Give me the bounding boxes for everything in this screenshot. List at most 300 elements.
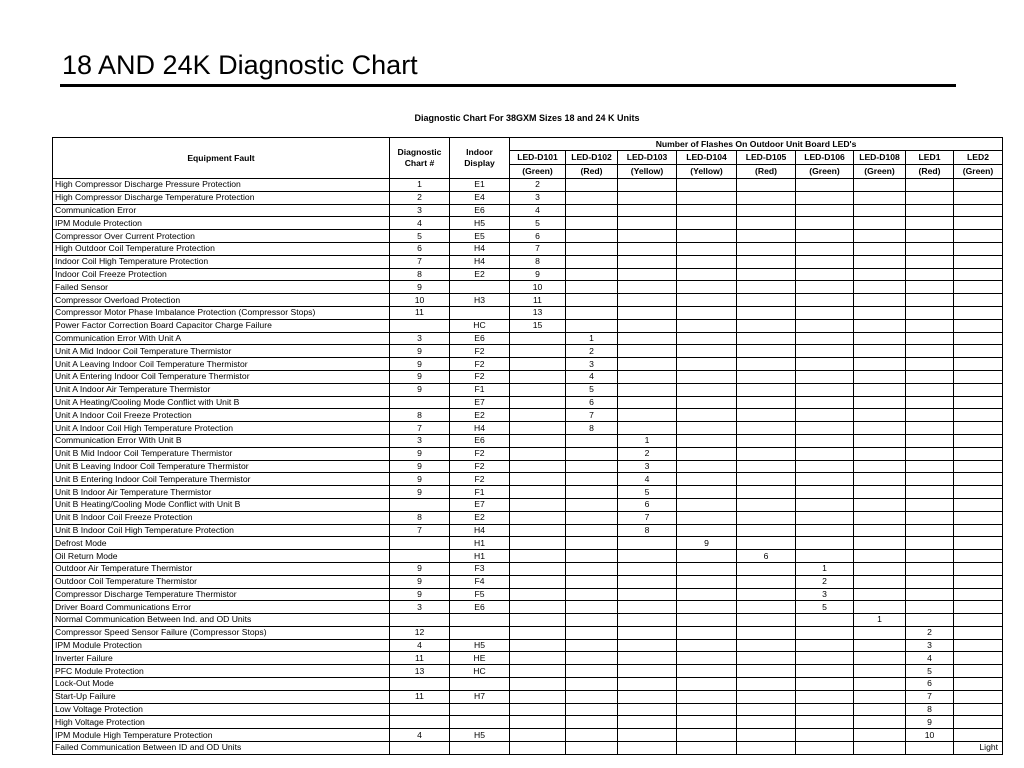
fault-cell: Failed Sensor <box>53 281 390 294</box>
led-flash-cell <box>737 486 796 499</box>
led-flash-cell: 8 <box>618 524 677 537</box>
led-flash-cell <box>854 498 906 511</box>
header-led-color: (Red) <box>566 165 618 179</box>
led-flash-cell <box>906 204 954 217</box>
led-flash-cell <box>906 383 954 396</box>
led-flash-cell <box>796 230 854 243</box>
led-flash-cell <box>796 537 854 550</box>
led-flash-cell <box>510 473 566 486</box>
led-flash-cell: 3 <box>796 588 854 601</box>
led-flash-cell <box>510 588 566 601</box>
indoor-display-cell: E1 <box>450 179 510 192</box>
diagnostic-chart-cell: 11 <box>390 652 450 665</box>
led-flash-cell <box>854 703 906 716</box>
header-led-color: (Green) <box>854 165 906 179</box>
led-flash-cell <box>618 294 677 307</box>
diagnostic-chart-cell: 11 <box>390 306 450 319</box>
led-flash-cell <box>737 242 796 255</box>
led-flash-cell <box>854 191 906 204</box>
led-flash-cell <box>954 434 1003 447</box>
led-flash-cell <box>566 281 618 294</box>
led-flash-cell <box>737 460 796 473</box>
led-flash-cell <box>510 626 566 639</box>
led-flash-cell <box>906 588 954 601</box>
led-flash-cell <box>796 255 854 268</box>
led-flash-cell: 3 <box>510 191 566 204</box>
fault-cell: Unit A Leaving Indoor Coil Temperature Thermistor <box>53 358 390 371</box>
diagnostic-chart-cell: 9 <box>390 370 450 383</box>
led-flash-cell <box>618 562 677 575</box>
led-flash-cell: 7 <box>566 409 618 422</box>
led-flash-cell <box>677 383 737 396</box>
led-flash-cell <box>737 524 796 537</box>
table-row <box>53 268 1003 281</box>
table-row <box>53 498 1003 511</box>
led-flash-cell: 2 <box>796 575 854 588</box>
indoor-display-cell: E6 <box>450 204 510 217</box>
led-flash-cell <box>854 729 906 742</box>
led-flash-cell <box>906 268 954 281</box>
led-flash-cell <box>566 562 618 575</box>
led-flash-cell <box>954 550 1003 563</box>
indoor-display-cell: HC <box>450 665 510 678</box>
indoor-display-cell: E7 <box>450 396 510 409</box>
led-flash-cell <box>677 652 737 665</box>
diagnostic-chart-cell: 3 <box>390 601 450 614</box>
led-flash-cell <box>954 678 1003 691</box>
led-flash-cell: 5 <box>906 665 954 678</box>
led-flash-cell <box>566 601 618 614</box>
led-flash-cell <box>677 396 737 409</box>
led-flash-cell: 1 <box>796 562 854 575</box>
fault-cell: Unit B Indoor Coil High Temperature Protection <box>53 524 390 537</box>
diagnostic-chart-cell: 9 <box>390 562 450 575</box>
led-flash-cell <box>618 639 677 652</box>
led-flash-cell <box>954 179 1003 192</box>
led-flash-cell <box>677 550 737 563</box>
led-flash-cell: 4 <box>618 473 677 486</box>
led-flash-cell <box>737 511 796 524</box>
led-flash-cell <box>566 204 618 217</box>
led-flash-cell <box>854 626 906 639</box>
led-flash-cell <box>618 703 677 716</box>
led-flash-cell <box>854 434 906 447</box>
fault-cell: IPM Module Protection <box>53 217 390 230</box>
header-led-name: LED-D101 <box>510 151 566 165</box>
header-led-name: LED1 <box>906 151 954 165</box>
diagnostic-chart-cell: 9 <box>390 473 450 486</box>
led-flash-cell <box>854 524 906 537</box>
led-flash-cell <box>796 703 854 716</box>
led-flash-cell <box>906 447 954 460</box>
led-flash-cell <box>677 255 737 268</box>
table-row <box>53 281 1003 294</box>
led-flash-cell <box>510 524 566 537</box>
led-flash-cell: 1 <box>854 614 906 627</box>
table-row <box>53 345 1003 358</box>
header-led-name: LED2 <box>954 151 1003 165</box>
led-flash-cell <box>737 396 796 409</box>
indoor-display-cell: H1 <box>450 537 510 550</box>
header-led-name: LED-D108 <box>854 151 906 165</box>
diagnostic-chart-cell: 3 <box>390 332 450 345</box>
led-flash-cell <box>618 306 677 319</box>
led-flash-cell <box>737 614 796 627</box>
led-flash-cell <box>906 537 954 550</box>
led-flash-cell: 8 <box>906 703 954 716</box>
indoor-display-cell: E4 <box>450 191 510 204</box>
indoor-display-cell <box>450 306 510 319</box>
led-flash-cell <box>796 191 854 204</box>
led-flash-cell <box>566 242 618 255</box>
led-flash-cell <box>906 294 954 307</box>
led-flash-cell <box>906 422 954 435</box>
led-flash-cell <box>510 498 566 511</box>
led-flash-cell <box>854 268 906 281</box>
led-flash-cell <box>906 601 954 614</box>
led-flash-cell <box>618 652 677 665</box>
fault-cell: Lock-Out Mode <box>53 678 390 691</box>
header-led-color: (Yellow) <box>618 165 677 179</box>
diagnostic-chart-cell: 6 <box>390 242 450 255</box>
led-flash-cell: 4 <box>510 204 566 217</box>
table-row <box>53 626 1003 639</box>
diagnostic-chart-cell: 9 <box>390 447 450 460</box>
led-flash-cell <box>954 294 1003 307</box>
led-flash-cell <box>677 319 737 332</box>
fault-cell: Unit B Indoor Air Temperature Thermistor <box>53 486 390 499</box>
led-flash-cell <box>854 486 906 499</box>
led-flash-cell <box>854 230 906 243</box>
led-flash-cell <box>677 511 737 524</box>
led-flash-cell <box>618 575 677 588</box>
led-flash-cell <box>677 242 737 255</box>
led-flash-cell <box>954 665 1003 678</box>
led-flash-cell: 5 <box>796 601 854 614</box>
header-diagnostic-line2: Chart # <box>404 158 435 168</box>
led-flash-cell <box>618 409 677 422</box>
header-led-name: LED-D103 <box>618 151 677 165</box>
led-flash-cell <box>737 562 796 575</box>
led-flash-cell <box>954 690 1003 703</box>
indoor-display-cell: HC <box>450 319 510 332</box>
led-flash-cell <box>510 434 566 447</box>
led-flash-cell <box>618 268 677 281</box>
fault-cell: High Compressor Discharge Temperature Protection <box>53 191 390 204</box>
led-flash-cell <box>796 409 854 422</box>
led-flash-cell <box>510 742 566 755</box>
led-flash-cell <box>510 460 566 473</box>
fault-cell: Communication Error <box>53 204 390 217</box>
led-flash-cell <box>566 537 618 550</box>
diagnostic-chart-cell <box>390 716 450 729</box>
diagnostic-chart-cell: 2 <box>390 191 450 204</box>
fault-cell: Compressor Over Current Protection <box>53 230 390 243</box>
table-row <box>53 562 1003 575</box>
header-diagnostic-chart <box>390 138 450 179</box>
led-flash-cell <box>737 703 796 716</box>
led-flash-cell <box>618 742 677 755</box>
fault-cell: Unit B Heating/Cooling Mode Conflict with Unit B <box>53 498 390 511</box>
indoor-display-cell: H5 <box>450 729 510 742</box>
led-flash-cell <box>796 358 854 371</box>
table-row <box>53 665 1003 678</box>
led-flash-cell <box>618 242 677 255</box>
led-flash-cell <box>796 652 854 665</box>
led-flash-cell: 1 <box>618 434 677 447</box>
led-flash-cell <box>618 281 677 294</box>
led-flash-cell <box>906 562 954 575</box>
diagnostic-chart-cell: 11 <box>390 690 450 703</box>
led-flash-cell <box>618 601 677 614</box>
led-flash-cell <box>737 319 796 332</box>
led-flash-cell <box>677 345 737 358</box>
fault-cell: Unit B Leaving Indoor Coil Temperature Thermistor <box>53 460 390 473</box>
led-flash-cell <box>954 537 1003 550</box>
led-flash-cell <box>796 345 854 358</box>
indoor-display-cell: E2 <box>450 268 510 281</box>
table-row <box>53 716 1003 729</box>
led-flash-cell <box>677 601 737 614</box>
led-flash-cell <box>618 550 677 563</box>
indoor-display-cell: E5 <box>450 230 510 243</box>
led-flash-cell <box>510 396 566 409</box>
table-row <box>53 204 1003 217</box>
led-flash-cell <box>906 370 954 383</box>
table-row <box>53 742 1003 755</box>
header-led-color: (Yellow) <box>677 165 737 179</box>
led-flash-cell <box>954 639 1003 652</box>
led-flash-cell <box>854 409 906 422</box>
led-flash-cell <box>677 460 737 473</box>
led-flash-cell <box>737 383 796 396</box>
led-flash-cell <box>854 678 906 691</box>
led-flash-cell <box>854 601 906 614</box>
led-flash-cell: 4 <box>566 370 618 383</box>
led-flash-cell <box>510 703 566 716</box>
fault-cell: Unit A Heating/Cooling Mode Conflict with Unit B <box>53 396 390 409</box>
indoor-display-cell: F3 <box>450 562 510 575</box>
led-flash-cell <box>566 179 618 192</box>
led-flash-cell: 2 <box>906 626 954 639</box>
table-row <box>53 319 1003 332</box>
table-row <box>53 678 1003 691</box>
led-flash-cell <box>796 690 854 703</box>
led-flash-cell: 10 <box>510 281 566 294</box>
led-flash-cell <box>677 665 737 678</box>
header-indoor-display <box>450 138 510 179</box>
fault-cell: Communication Error With Unit B <box>53 434 390 447</box>
diagnostic-chart-cell: 10 <box>390 294 450 307</box>
led-flash-cell <box>954 191 1003 204</box>
led-flash-cell <box>954 729 1003 742</box>
led-flash-cell <box>618 217 677 230</box>
led-flash-cell: 3 <box>618 460 677 473</box>
indoor-display-cell <box>450 626 510 639</box>
led-flash-cell: 6 <box>737 550 796 563</box>
led-flash-cell <box>677 486 737 499</box>
led-flash-cell: 6 <box>906 678 954 691</box>
led-flash-cell <box>796 498 854 511</box>
diagnostic-chart-cell: 9 <box>390 358 450 371</box>
led-flash-cell <box>737 742 796 755</box>
table-row <box>53 358 1003 371</box>
indoor-display-cell: F1 <box>450 383 510 396</box>
led-flash-cell <box>854 575 906 588</box>
led-flash-cell <box>796 626 854 639</box>
title-underline <box>60 84 956 87</box>
led-flash-cell <box>510 678 566 691</box>
led-flash-cell <box>618 319 677 332</box>
led-flash-cell <box>566 434 618 447</box>
fault-cell: Unit A Indoor Coil High Temperature Protection <box>53 422 390 435</box>
table-row <box>53 396 1003 409</box>
indoor-display-cell: H5 <box>450 639 510 652</box>
indoor-display-cell: H4 <box>450 242 510 255</box>
led-flash-cell <box>510 537 566 550</box>
led-flash-cell <box>954 396 1003 409</box>
led-flash-cell <box>566 486 618 499</box>
header-indoor-line2: Display <box>464 158 495 168</box>
led-flash-cell <box>510 383 566 396</box>
led-flash-cell <box>737 345 796 358</box>
led-flash-cell <box>796 396 854 409</box>
led-flash-cell: 2 <box>566 345 618 358</box>
led-flash-cell <box>618 358 677 371</box>
led-flash-cell <box>677 639 737 652</box>
led-flash-cell <box>906 345 954 358</box>
led-flash-cell <box>796 524 854 537</box>
led-flash-cell <box>618 690 677 703</box>
table-row <box>53 537 1003 550</box>
led-flash-cell <box>906 179 954 192</box>
led-flash-cell <box>737 665 796 678</box>
led-flash-cell <box>737 434 796 447</box>
led-flash-cell <box>854 179 906 192</box>
led-flash-cell <box>566 678 618 691</box>
led-flash-cell <box>796 281 854 294</box>
fault-cell: Communication Error With Unit A <box>53 332 390 345</box>
led-flash-cell <box>906 498 954 511</box>
led-flash-cell <box>510 716 566 729</box>
led-flash-cell: 7 <box>618 511 677 524</box>
led-flash-cell <box>737 191 796 204</box>
led-flash-cell: 5 <box>510 217 566 230</box>
diagnostic-chart-cell <box>390 319 450 332</box>
led-flash-cell <box>906 358 954 371</box>
led-flash-cell <box>618 332 677 345</box>
led-flash-cell <box>796 473 854 486</box>
led-flash-cell <box>618 626 677 639</box>
fault-cell: Indoor Coil Freeze Protection <box>53 268 390 281</box>
indoor-display-cell <box>450 742 510 755</box>
led-flash-cell <box>618 614 677 627</box>
led-flash-cell <box>906 217 954 230</box>
led-flash-cell <box>796 460 854 473</box>
header-flashes-group: Number of Flashes On Outdoor Unit Board LED's <box>510 138 1003 151</box>
led-flash-cell <box>566 319 618 332</box>
led-flash-cell <box>566 268 618 281</box>
led-flash-cell <box>677 268 737 281</box>
led-flash-cell <box>618 204 677 217</box>
led-flash-cell <box>854 511 906 524</box>
led-flash-cell <box>510 652 566 665</box>
table-row <box>53 294 1003 307</box>
table-row <box>53 690 1003 703</box>
led-flash-cell <box>677 716 737 729</box>
led-flash-cell <box>510 550 566 563</box>
led-flash-cell <box>854 358 906 371</box>
table-row <box>53 473 1003 486</box>
diagnostic-chart-cell: 4 <box>390 639 450 652</box>
led-flash-cell <box>566 255 618 268</box>
led-flash-cell <box>954 383 1003 396</box>
led-flash-cell <box>737 332 796 345</box>
fault-cell: IPM Module Protection <box>53 639 390 652</box>
fault-cell: Unit B Mid Indoor Coil Temperature Thermistor <box>53 447 390 460</box>
led-flash-cell <box>906 434 954 447</box>
led-flash-cell <box>677 370 737 383</box>
header-led-name: LED-D106 <box>796 151 854 165</box>
fault-cell: Outdoor Coil Temperature Thermistor <box>53 575 390 588</box>
led-flash-cell: 1 <box>566 332 618 345</box>
led-flash-cell <box>737 409 796 422</box>
led-flash-cell <box>677 332 737 345</box>
led-flash-cell <box>954 230 1003 243</box>
diagnostic-chart-cell: 7 <box>390 524 450 537</box>
led-flash-cell <box>677 447 737 460</box>
led-flash-cell <box>677 690 737 703</box>
diagnostic-chart-cell <box>390 614 450 627</box>
indoor-display-cell <box>450 716 510 729</box>
led-flash-cell: Light <box>954 742 1003 755</box>
led-flash-cell <box>906 319 954 332</box>
led-flash-cell <box>796 639 854 652</box>
led-flash-cell <box>906 281 954 294</box>
table-row <box>53 550 1003 563</box>
led-flash-cell <box>796 319 854 332</box>
led-flash-cell <box>510 511 566 524</box>
led-flash-cell <box>566 742 618 755</box>
led-flash-cell <box>677 281 737 294</box>
diagnostic-chart-cell <box>390 537 450 550</box>
led-flash-cell <box>737 306 796 319</box>
led-flash-cell <box>510 639 566 652</box>
led-flash-cell <box>906 742 954 755</box>
led-flash-cell <box>796 204 854 217</box>
led-flash-cell <box>854 204 906 217</box>
led-flash-cell <box>954 716 1003 729</box>
led-flash-cell <box>677 409 737 422</box>
led-flash-cell <box>854 319 906 332</box>
indoor-display-cell: E6 <box>450 332 510 345</box>
diagnostic-chart-cell <box>390 742 450 755</box>
diagnostic-chart-cell: 8 <box>390 511 450 524</box>
fault-cell: Low Voltage Protection <box>53 703 390 716</box>
led-flash-cell <box>677 626 737 639</box>
led-flash-cell <box>954 575 1003 588</box>
diagnostic-chart-cell: 9 <box>390 383 450 396</box>
led-flash-cell <box>906 614 954 627</box>
led-flash-cell <box>954 370 1003 383</box>
diagnostic-chart-cell: 8 <box>390 409 450 422</box>
indoor-display-cell: H4 <box>450 524 510 537</box>
led-flash-cell <box>737 729 796 742</box>
led-flash-cell <box>906 524 954 537</box>
led-flash-cell <box>566 498 618 511</box>
led-flash-cell <box>796 665 854 678</box>
led-flash-cell: 5 <box>566 383 618 396</box>
